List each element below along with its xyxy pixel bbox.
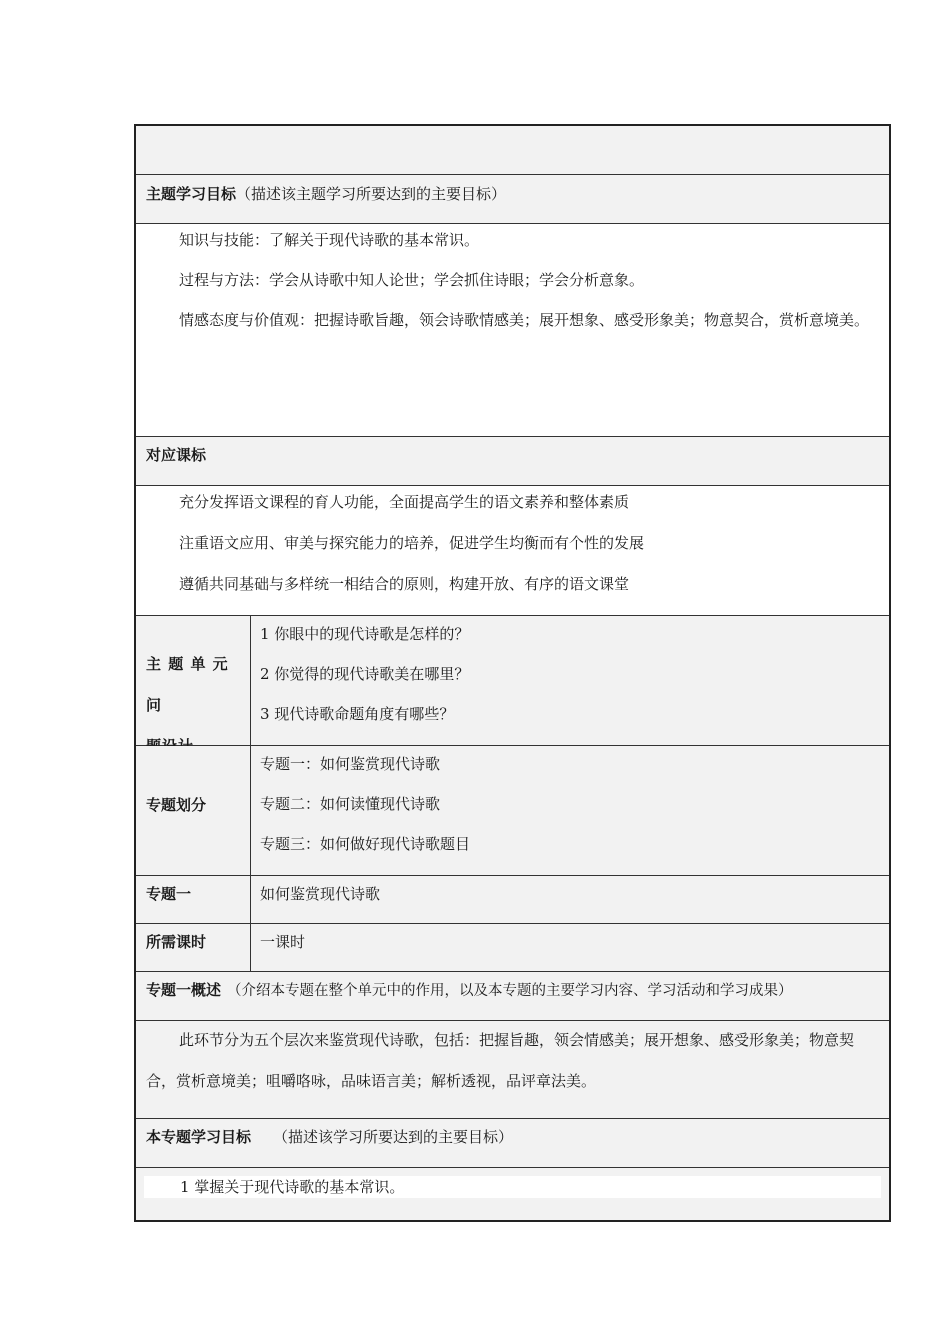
overview-note: （介绍本专题在整个单元中的作用，以及本专题的主要学习内容、学习活动和学习成果） bbox=[227, 983, 793, 999]
topic-goal-item: 1 掌握关于现代诗歌的基本常识。 bbox=[180, 1178, 405, 1196]
goals-header-row bbox=[136, 175, 889, 224]
overview-body-row bbox=[136, 1021, 889, 1119]
standard-3: 遵循共同基础与多样统一相结合的原则，构建开放、有序的语文课堂 bbox=[179, 575, 630, 593]
topic-goals-title: 本专题学习目标 bbox=[146, 1128, 252, 1146]
goals-title: 主题学习目标 bbox=[146, 185, 237, 203]
topics-label: 专题划分 bbox=[136, 746, 251, 875]
topic-goals-body-row bbox=[136, 1168, 889, 1220]
hours-label: 所需课时 bbox=[136, 924, 251, 971]
overview-body: 此环节分为五个层次来鉴赏现代诗歌，包括：把握旨趣，领会情感美；展开想象、感受形象美；物意契合，赏析意境美；咀嚼咯咏，品味语言美；解析透视，品评章法美。 bbox=[146, 1031, 855, 1090]
standards-header-row bbox=[136, 437, 889, 486]
overview-header-row bbox=[136, 972, 889, 1021]
topic-item: 专题二：如何读懂现代诗歌 bbox=[260, 795, 441, 813]
topic-goals-note: （描述该学习所要达到的主要目标） bbox=[273, 1128, 514, 1146]
questions-row bbox=[136, 616, 889, 746]
question-item: 1 你眼中的现代诗歌是怎样的？ bbox=[260, 625, 470, 643]
lesson-plan-table bbox=[134, 124, 891, 1222]
topic-one-value: 如何鉴赏现代诗歌 bbox=[260, 885, 381, 903]
hours-value: 一课时 bbox=[260, 933, 306, 951]
topics-row bbox=[136, 746, 889, 876]
hours-row bbox=[136, 924, 889, 972]
standards-title: 对应课标 bbox=[146, 446, 207, 464]
goal-knowledge: 知识与技能：了解关于现代诗歌的基本常识。 bbox=[179, 231, 480, 249]
standard-2: 注重语文应用、审美与探究能力的培养，促进学生均衡而有个性的发展 bbox=[179, 534, 645, 552]
question-item: 2 你觉得的现代诗歌美在哪里？ bbox=[260, 665, 470, 683]
goals-note: （描述该主题学习所要达到的主要目标） bbox=[236, 185, 507, 203]
topic-goals-header-row bbox=[136, 1119, 889, 1168]
goal-emotion: 情感态度与价值观：把握诗歌旨趣，领会诗歌情感美；展开想象、感受形象美；物意契合，赏析意境美。 bbox=[179, 311, 870, 329]
topic-one-row bbox=[136, 876, 889, 924]
goal-process: 过程与方法：学会从诗歌中知人论世；学会抓住诗眼；学会分析意象。 bbox=[179, 271, 645, 289]
goals-body-row bbox=[136, 224, 889, 437]
topic-item: 专题三：如何做好现代诗歌题目 bbox=[260, 835, 471, 853]
standard-1: 充分发挥语文课程的育人功能，全面提高学生的语文素养和整体素质 bbox=[179, 493, 630, 511]
questions-label: 主 题 单 元 问 bbox=[136, 616, 251, 745]
empty-top-row bbox=[136, 126, 889, 175]
question-item: 3 现代诗歌命题角度有哪些？ bbox=[260, 705, 455, 723]
topic-item: 专题一：如何鉴赏现代诗歌 bbox=[260, 755, 441, 773]
standards-body-row bbox=[136, 486, 889, 616]
overview-title: 专题一概述 bbox=[146, 981, 222, 999]
topic-one-label: 专题一 bbox=[136, 876, 251, 923]
